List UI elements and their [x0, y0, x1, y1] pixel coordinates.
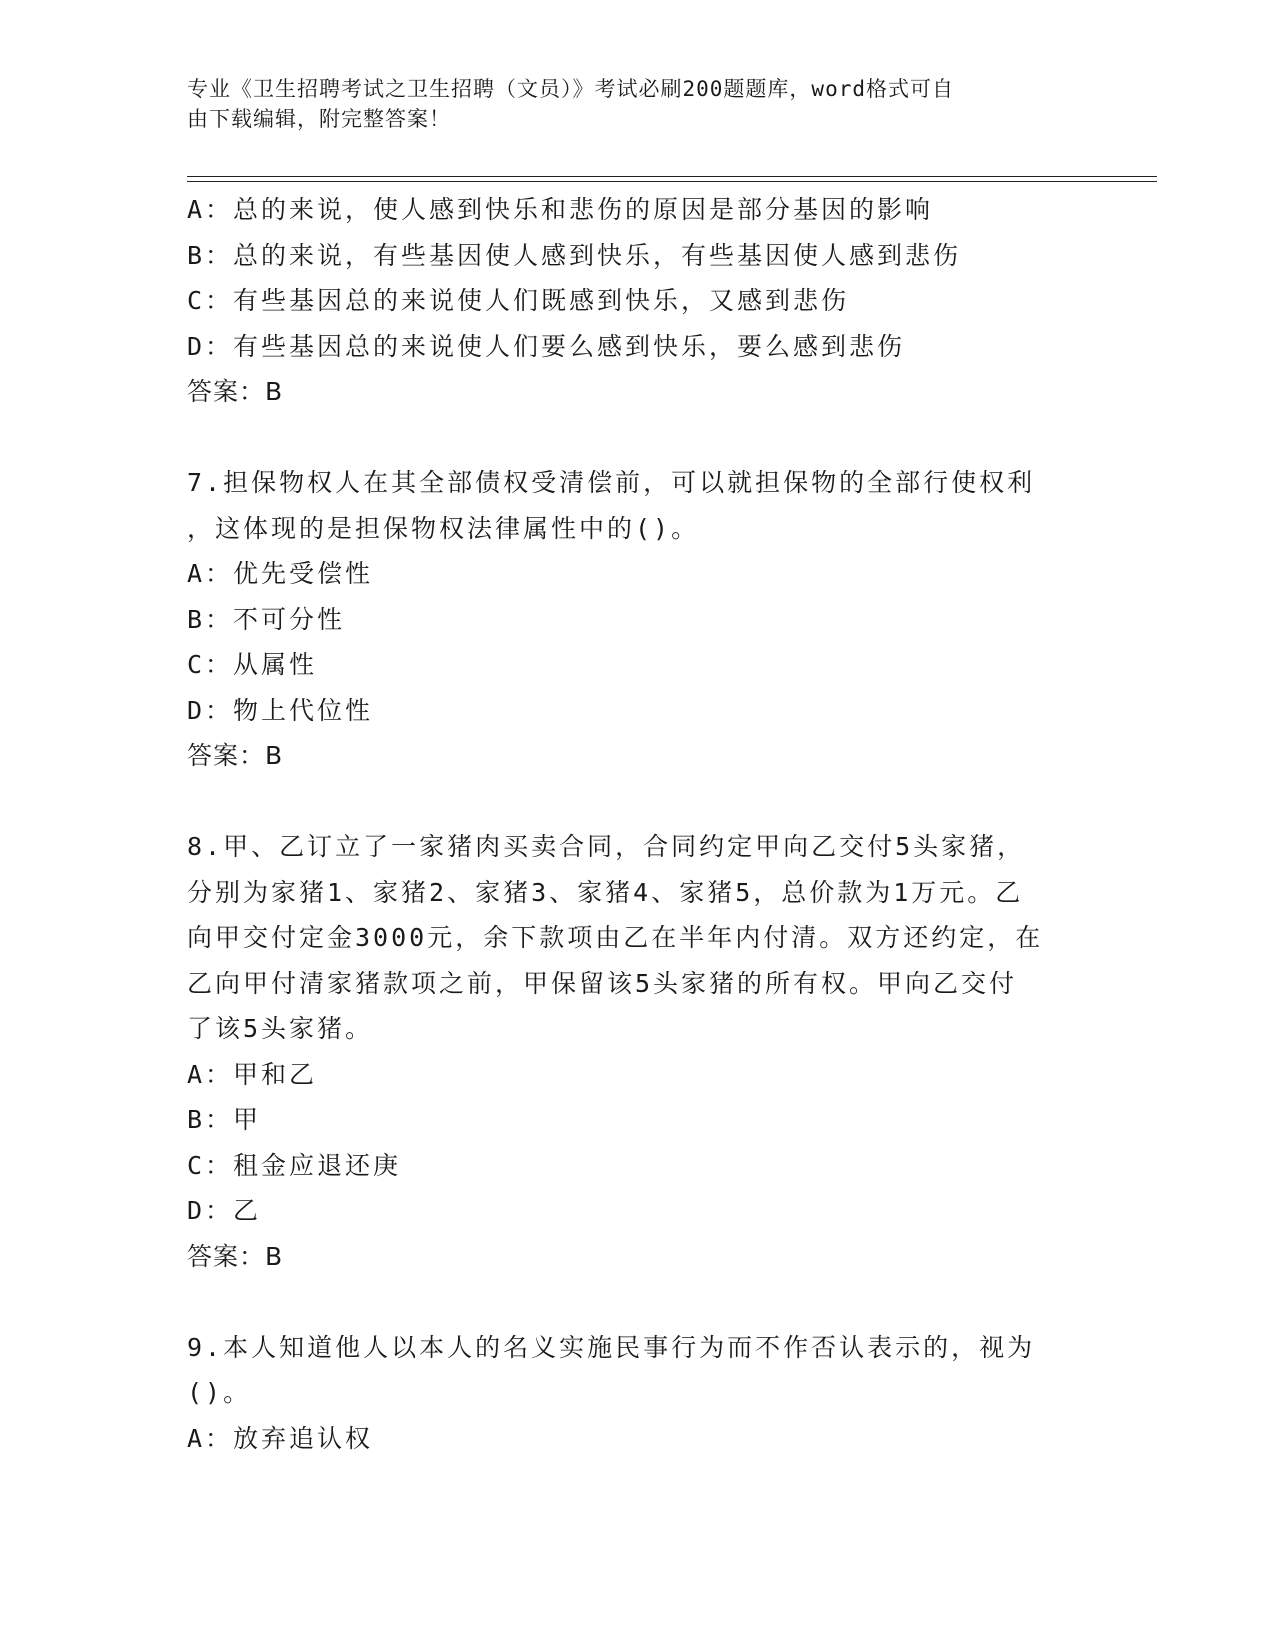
question-9: [187, 1325, 1087, 1462]
question-stem: 8.甲、乙订立了一家猪肉买卖合同，合同约定甲向乙交付5头家猪，: [187, 832, 1026, 861]
spacer: [187, 779, 1087, 825]
question-stem: 向甲交付定金3000元，余下款项由乙在半年内付清。双方还约定，在: [187, 923, 1044, 952]
question-6: [187, 187, 1087, 415]
option-a: A：甲和乙: [187, 1059, 318, 1089]
option-c: C：有些基因总的来说使人们既感到快乐，又感到悲伤: [187, 286, 850, 315]
option-b: B：不可分性: [187, 604, 346, 634]
option-a: A：放弃追认权: [187, 1423, 374, 1453]
header-double-rule: [187, 176, 1157, 182]
option-d: D：乙: [187, 1196, 262, 1225]
question-stem: ()。: [187, 1378, 252, 1407]
spacer: [187, 1279, 1087, 1325]
question-8: [187, 824, 1087, 1279]
option-d: D：有些基因总的来说使人们要么感到快乐，要么感到悲伤: [187, 331, 906, 361]
question-7: [187, 460, 1087, 779]
header-line-1: 专业《卫生招聘考试之卫生招聘（文员）》考试必刷200题题库，word格式可自: [187, 77, 954, 101]
spacer: [187, 415, 1087, 461]
option-c: C：从属性: [187, 650, 318, 679]
option-a: A：总的来说，使人感到快乐和悲伤的原因是部分基因的影响: [187, 195, 934, 224]
option-d: D：物上代位性: [187, 695, 374, 725]
answer: 答案：B: [187, 1241, 284, 1271]
question-stem: 了该5头家猪。: [187, 1014, 374, 1043]
option-c: C：租金应退还庚: [187, 1150, 402, 1180]
question-stem: 7.担保物权人在其全部债权受清偿前，可以就担保物的全部行使权利: [187, 468, 1036, 497]
header-line-2: 由下载编辑，附完整答案！: [187, 107, 451, 131]
question-stem: ，这体现的是担保物权法律属性中的()。: [187, 513, 700, 543]
question-list: [187, 187, 1087, 1461]
question-stem: 分别为家猪1、家猪2、家猪3、家猪4、家猪5，总价款为1万元。乙: [187, 877, 1024, 907]
answer: 答案：B: [187, 741, 284, 770]
question-stem: 9.本人知道他人以本人的名义实施民事行为而不作否认表示的，视为: [187, 1332, 1036, 1362]
option-b: B：总的来说，有些基因使人感到快乐，有些基因使人感到悲伤: [187, 240, 962, 270]
question-stem: 乙向甲付清家猪款项之前，甲保留该5头家猪的所有权。甲向乙交付: [187, 968, 1018, 998]
option-b: B：甲: [187, 1105, 262, 1134]
document-header: [187, 74, 1067, 134]
option-a: A：优先受偿性: [187, 559, 374, 588]
answer: 答案：B: [187, 377, 284, 406]
